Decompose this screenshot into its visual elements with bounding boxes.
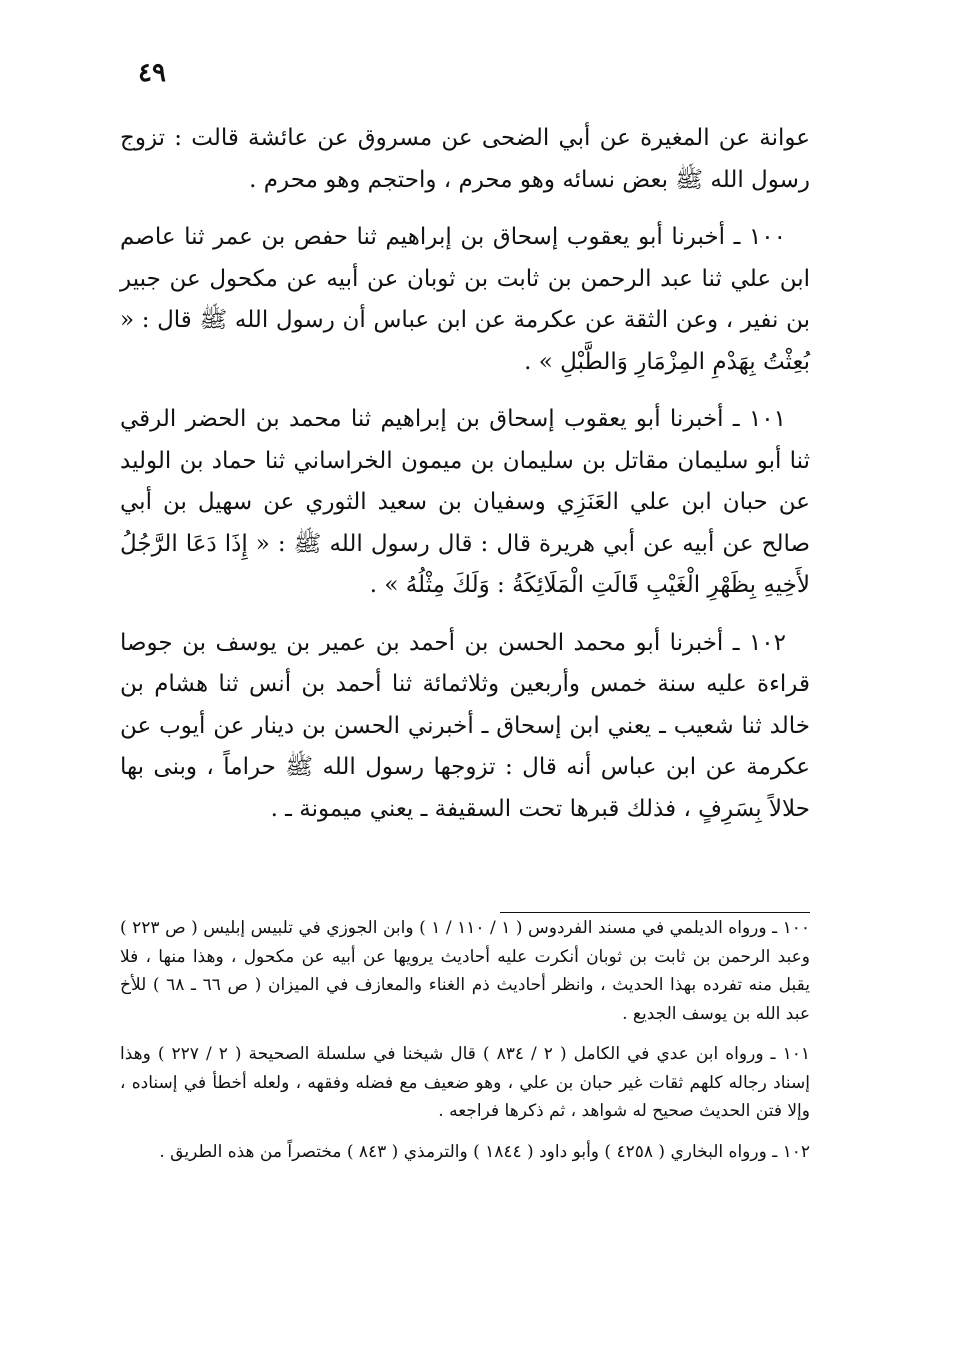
page-number: ٤٩: [138, 58, 166, 88]
hadith-100: [120, 217, 810, 383]
main-text: [120, 118, 810, 846]
footnotes: [120, 914, 810, 1178]
hadith-100-text: ١٠٠ ـ أخبرنا أبو يعقوب إسحاق بن إبراهيم ثنا حفص بن عمر ثنا عاصم ابن علي ثنا عبد الرحمن بن ثابت بن ثوبان عن أبيه عن مكحول عن جبير بن نفير ، وعن الثقة عن عكرمة عن ابن عباس أن رسول الله ﷺ قال : « بُعِثْتُ بِهَدْمِ المِزْمَارِ وَالطَّبْلِ » .: [120, 224, 810, 375]
footnote-100: ١٠٠ ـ ورواه الديلمي في مسند الفردوس ( ١ / ١١٠ / ١ ) وابن الجوزي في تلبيس إبليس ( ص ٢٢٣ ) وعبد الرحمن بن ثابت بن ثوبان أنكرت عليه أحاديث يرويها عن أبيه عن مكحول ، وهذا منها ، فلا يقبل منه تفرده بهذا الحديث ، وانظر أحاديث ذم الغناء والمعازف في الميزان ( ص ٦٦ ـ ٦٨ ) للأخ عبد الله بن يوسف الجديع .: [120, 918, 810, 1024]
paragraph-continuation: عوانة عن المغيرة عن أبي الضحى عن مسروق عن عائشة قالت : تزوج رسول الله ﷺ بعض نسائه وهو محرم ، واحتجم وهو محرم .: [120, 125, 810, 193]
hadith-102-text: ١٠٢ ـ أخبرنا أبو محمد الحسن بن أحمد بن عمير بن يوسف بن جوصا قراءة عليه سنة خمس وأربعين وثلاثمائة ثنا أحمد بن أنس ثنا هشام بن خالد ثنا شعيب ـ يعني ابن إسحاق ـ أخبرني الحسن بن دينار عن أيوب عن عكرمة عن ابن عباس أنه قال : تزوجها رسول الله ﷺ حراماً ، وبنى بها حلالاً بِسَرِفٍ ، فذلك قبرها تحت السقيفة ـ يعني ميمونة ـ .: [120, 629, 810, 822]
footnote-102: ١٠٢ ـ ورواه البخاري ( ٤٢٥٨ ) وأبو داود ( ١٨٤٤ ) والترمذي ( ٨٤٣ ) مختصراً من هذه الطريق .: [159, 1141, 810, 1162]
hadith-101-text: ١٠١ ـ أخبرنا أبو يعقوب إسحاق بن إبراهيم ثنا محمد بن الحضر الرقي ثنا أبو سليمان مقاتل بن سليمان بن ميمون الخراساني ثنا حماد بن الوليد عن حبان ابن علي العَنَزِي وسفيان بن سعيد الثوري عن سهيل بن أبي صالح عن أبيه عن أبي هريرة قال : قال رسول الله ﷺ : « إِذَا دَعَا الرَّجُلُ لأَخِيهِ بِظَهْرِ الْغَيْبِ قَالَتِ الْمَلَائِكَةُ : وَلَكَ مِثْلُهُ » .: [120, 406, 810, 598]
hadith-102: [120, 623, 810, 831]
footnote-101: ١٠١ ـ ورواه ابن عدي في الكامل ( ٢ / ٨٣٤ ) قال شيخنا في سلسلة الصحيحة ( ٢ / ٢٢٧ ) وهذا إسناد رجاله كلهم ثقات غير حبان بن علي ، وهو ضعيف مع فضله وفقهه ، ولعله أخطأ في إسناده ، وإلا فتن الحديث صحيح له شواهد ، ثم ذكرها فراجعه .: [120, 1044, 810, 1121]
hadith-101: [120, 399, 810, 607]
footnote-separator: [500, 912, 810, 913]
